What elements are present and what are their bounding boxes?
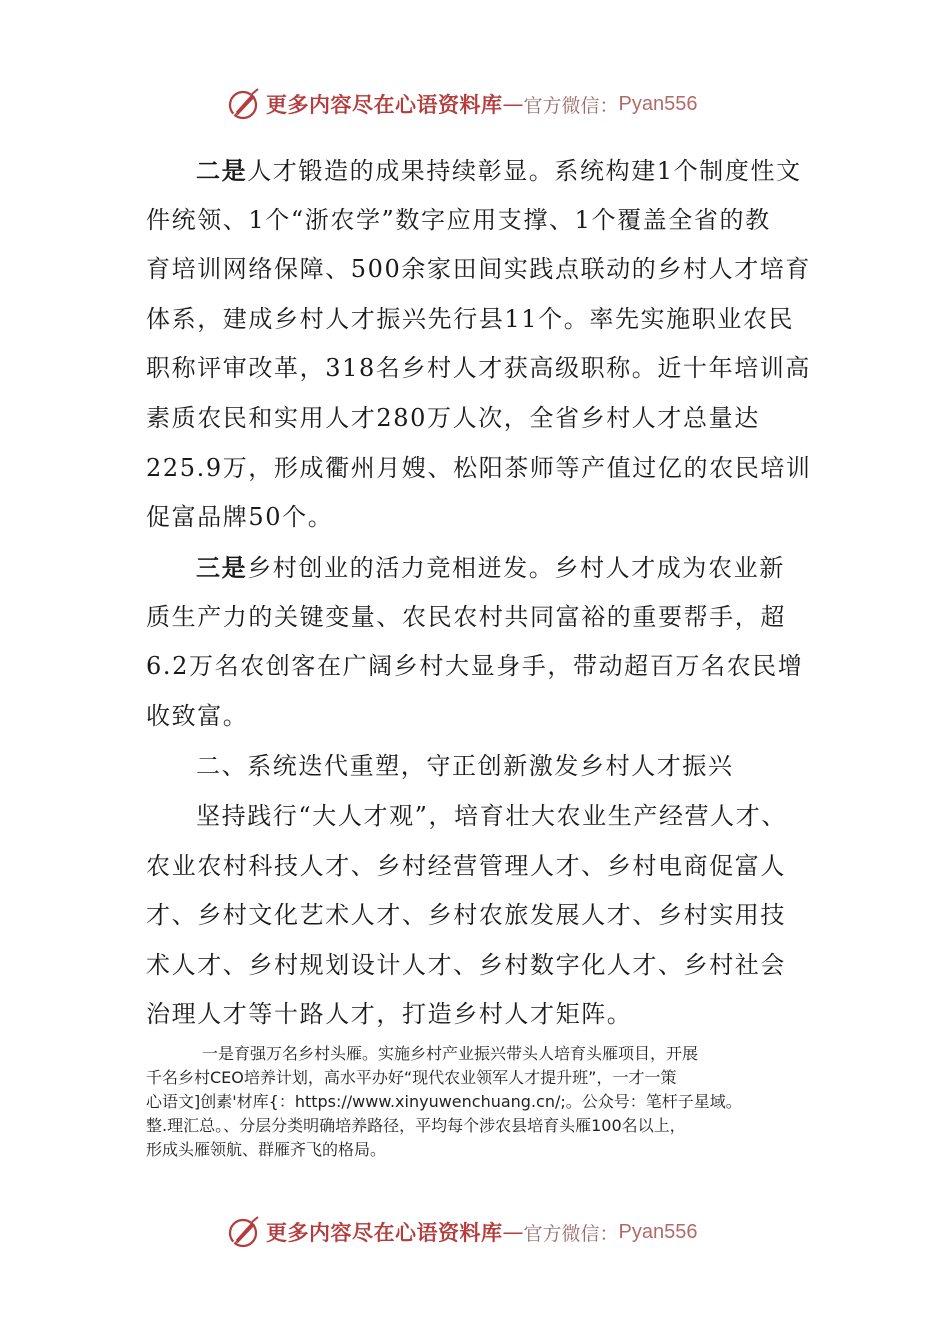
footer-watermark-banner [226, 1212, 746, 1252]
paragraph-lead: 三是 [196, 553, 248, 582]
text-line: 坚持践行“大人才观”，培育壮大农业生产经营人才、 [196, 802, 787, 830]
banner-wechat-label: 官方微信： [523, 94, 619, 117]
text-line: 职称评审改革，318名乡村人才获高级职称。近十年培训高 [146, 354, 812, 383]
section-heading [146, 742, 806, 792]
note-line: 一是育强万名乡村头雁。实施乡村产业振兴带头人培育头雁项目，开展 [202, 1044, 699, 1063]
text-line: 促富品牌50个。 [146, 503, 334, 532]
banner-dash: — [502, 92, 524, 116]
paragraph-talent-view [146, 792, 806, 1040]
paragraph-lead: 二是 [196, 156, 248, 185]
paragraph-rural-entrepreneurship [146, 543, 806, 741]
text-line: 二是人才锻造的成果持续彰显。系统构建1个制度性文 [196, 156, 802, 185]
note-line: 心语文]创素'材库{：https://www.xinyuwenchuang.cn/;。公众号：笔杆子星域。 [146, 1092, 742, 1111]
text-line: 三是乡村创业的活力竞相迸发。乡村人才成为农业新 [196, 553, 785, 582]
text-line: 体系，建成乡村人才振兴先行县11个。率先实施职业农民 [146, 304, 795, 333]
text-line: 收致富。 [146, 701, 249, 730]
text-line: 术人才、乡村规划设计人才、乡村数字化人才、乡村社会 [146, 950, 786, 979]
banner-dash: — [502, 1220, 524, 1244]
banner-text: 更多内容尽在心语资料库 [266, 93, 503, 117]
text-line: 件统领、1个“浙农学”数字应用支撑、1个覆盖全省的教 [146, 205, 771, 234]
note-line: 整.理汇总。、分层分类明确培养路径，平均每个涉农县培育头雁100名以上， [146, 1116, 686, 1135]
text-line: 育培训网络保障、500余家田间实践点联动的乡村人才培育 [146, 255, 812, 284]
small-note-paragraph [146, 1042, 806, 1162]
banner-text: 更多内容尽在心语资料库 [266, 1221, 503, 1245]
note-line: 千名乡村CEO培养计划，高水平办好“现代农业领军人才提升班”，一才一策 [146, 1068, 677, 1087]
heading-text: 二、系统迭代重塑，守正创新激发乡村人才振兴 [196, 752, 734, 780]
banner-wechat-label: 官方微信： [523, 1222, 619, 1245]
quill-pen-logo-icon [226, 86, 262, 122]
text-line: 225.9万，形成衢州月嫂、松阳茶师等产值过亿的农民培训 [146, 453, 812, 482]
banner-wechat-id: Pyan556 [618, 92, 698, 115]
text-line: 6.2万名农创客在广阔乡村大显身手，带动超百万名农民增 [146, 652, 804, 681]
text-line: 素质农民和实用人才280万人次，全省乡村人才总量达 [146, 403, 760, 432]
text-line: 治理人才等十路人才，打造乡村人才矩阵。 [146, 1000, 633, 1029]
banner-wechat-id: Pyan556 [618, 1220, 698, 1243]
text-line: 农业农村科技人才、乡村经营管理人才、乡村电商促富人 [146, 851, 786, 880]
text-line: 才、乡村文化艺术人才、乡村农旅发展人才、乡村实用技 [146, 901, 786, 930]
header-watermark-banner [226, 84, 746, 124]
paragraph-talent-forging [146, 146, 812, 543]
note-line: 形成头雁领航、群雁齐飞的格局。 [146, 1140, 387, 1159]
text-line: 质生产力的关键变量、农民农村共同富裕的重要帮手，超 [146, 602, 786, 631]
quill-pen-logo-icon [226, 1214, 262, 1250]
